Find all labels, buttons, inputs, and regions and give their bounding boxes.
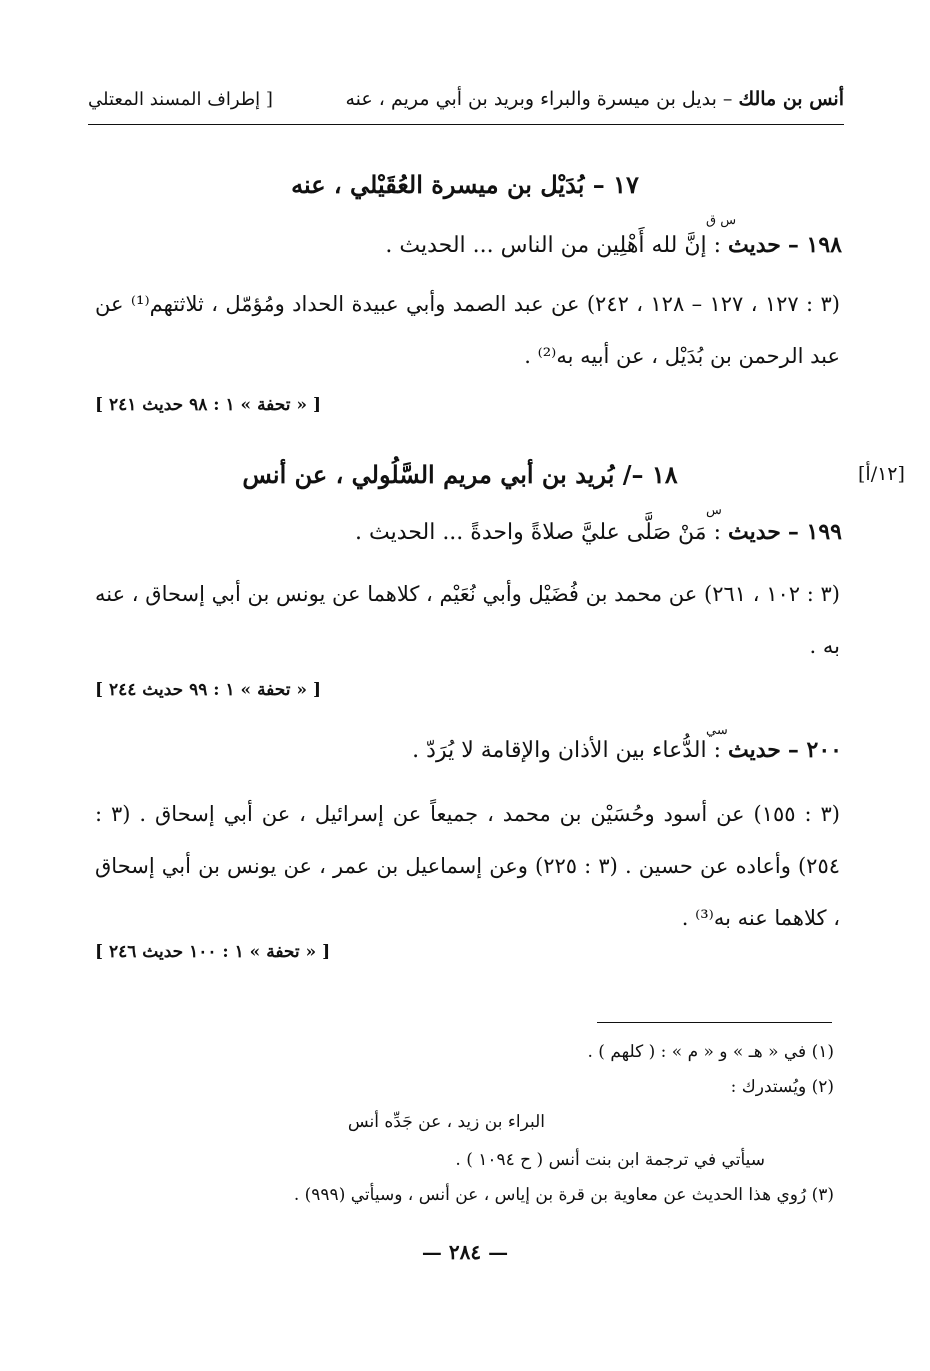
book-title: [ إطراف المسند المعتلي [88, 89, 273, 110]
chapter-heading [346, 88, 845, 110]
hadith-198-heading [95, 228, 842, 263]
hadith-198-ref: [ « تحفة » ١ : ٩٨ حديث ٢٤١ ] [95, 395, 321, 415]
hadith-198-keyword: حديث [728, 232, 781, 258]
footnote-2-line-2: سيأتي في ترجمة ابن بنت أنس ( ح ١٠٩٤ ) . [455, 1150, 765, 1170]
hadith-198-number: ١٩٨ – [787, 232, 842, 258]
chapter-person: أنس بن مالك [738, 88, 844, 110]
hadith-199-ref: [ « تحفة » ١ : ٩٩ حديث ٢٤٤ ] [95, 680, 321, 700]
footnote-3: (٣) رُوي هذا الحديث عن معاوية بن قرة بن إياس ، عن أنس ، وسيأتي (٩٩٩) . [293, 1185, 834, 1205]
running-header [88, 88, 844, 110]
hadith-200-ref: [ « تحفة » ١ : ١٠٠ حديث ٢٤٦ ] [95, 942, 331, 962]
hadith-200-text: : الدُّعاء بين الأذان والإقامة لا يُرَدّ . [412, 738, 721, 763]
hadith-200-sigla: سي [706, 723, 728, 738]
footnote-rule [597, 1022, 832, 1023]
footnote-2-line-1: البراء بن زيد ، عن جَدِّه أنس [347, 1112, 545, 1132]
hadith-199-text: : مَنْ صَلَّى عليَّ صلاةً واحدةً ... الحديث . [355, 520, 721, 545]
hadith-198-text: : إنَّ لله أَهْلِين من الناس ... الحديث . [385, 233, 721, 258]
hadith-199-sigla: س [706, 503, 722, 518]
chapter-subtitle: – بديل بن ميسرة والبراء وبريد بن أبي مريم ، عنه [345, 88, 733, 110]
header-rule [88, 124, 844, 125]
hadith-199-number: ١٩٩ – [787, 519, 842, 545]
section-title-17: ١٧ – بُدَيْل بن ميسرة العُقَيْلي ، عنه [291, 170, 639, 199]
hadith-200-heading [95, 733, 842, 768]
margin-folio-note: [١٢/أ] [858, 463, 905, 485]
hadith-200-isnad: (٣ : ١٥٥) عن أسود وحُسَيْن بن محمد ، جميعاً عن إسرائيل ، عن أبي إسحاق . (٣ : ٢٥٤) وأعاده عن حسين . (٣ : ٢٢٥) وعن إسماعيل بن عمر ، عن يونس بن أبي إسحاق ، كلاهما عنه به⁽³⁾ . [95, 802, 841, 930]
section-title-18: ١٨ –/ بُريد بن أبي مريم السَّلُولي ، عن أنس [242, 460, 678, 489]
hadith-199-keyword: حديث [728, 519, 781, 545]
footnote-1: (١) في « هـ » و « م » : ( كلهم ) . [587, 1042, 834, 1062]
hadith-198-isnad: (٣ : ١٢٧ ، ١٢٧ – ١٢٨ ، ٢٤٢) عن عبد الصمد وأبي عبيدة الحداد ومُؤمّل ، ثلاثتهم⁽¹⁾ عن عبد الرحمن بن بُدَيْل ، عن أبيه به⁽²⁾ . [95, 292, 840, 368]
hadith-200-keyword: حديث [728, 737, 781, 763]
hadith-198-sigla: س ق [706, 213, 737, 228]
hadith-200-number: ٢٠٠ – [787, 737, 842, 763]
hadith-199-isnad: (٣ : ١٠٢ ، ٢٦١) عن محمد بن فُضَيْل وأبي نُعَيْم ، كلاهما عن يونس بن أبي إسحاق ، عنه به . [95, 582, 840, 658]
page-number: — ٢٨٤ — [421, 1240, 509, 1264]
hadith-199-heading [95, 515, 842, 550]
footnote-2: (٢) ويُستدرك : [730, 1077, 834, 1097]
